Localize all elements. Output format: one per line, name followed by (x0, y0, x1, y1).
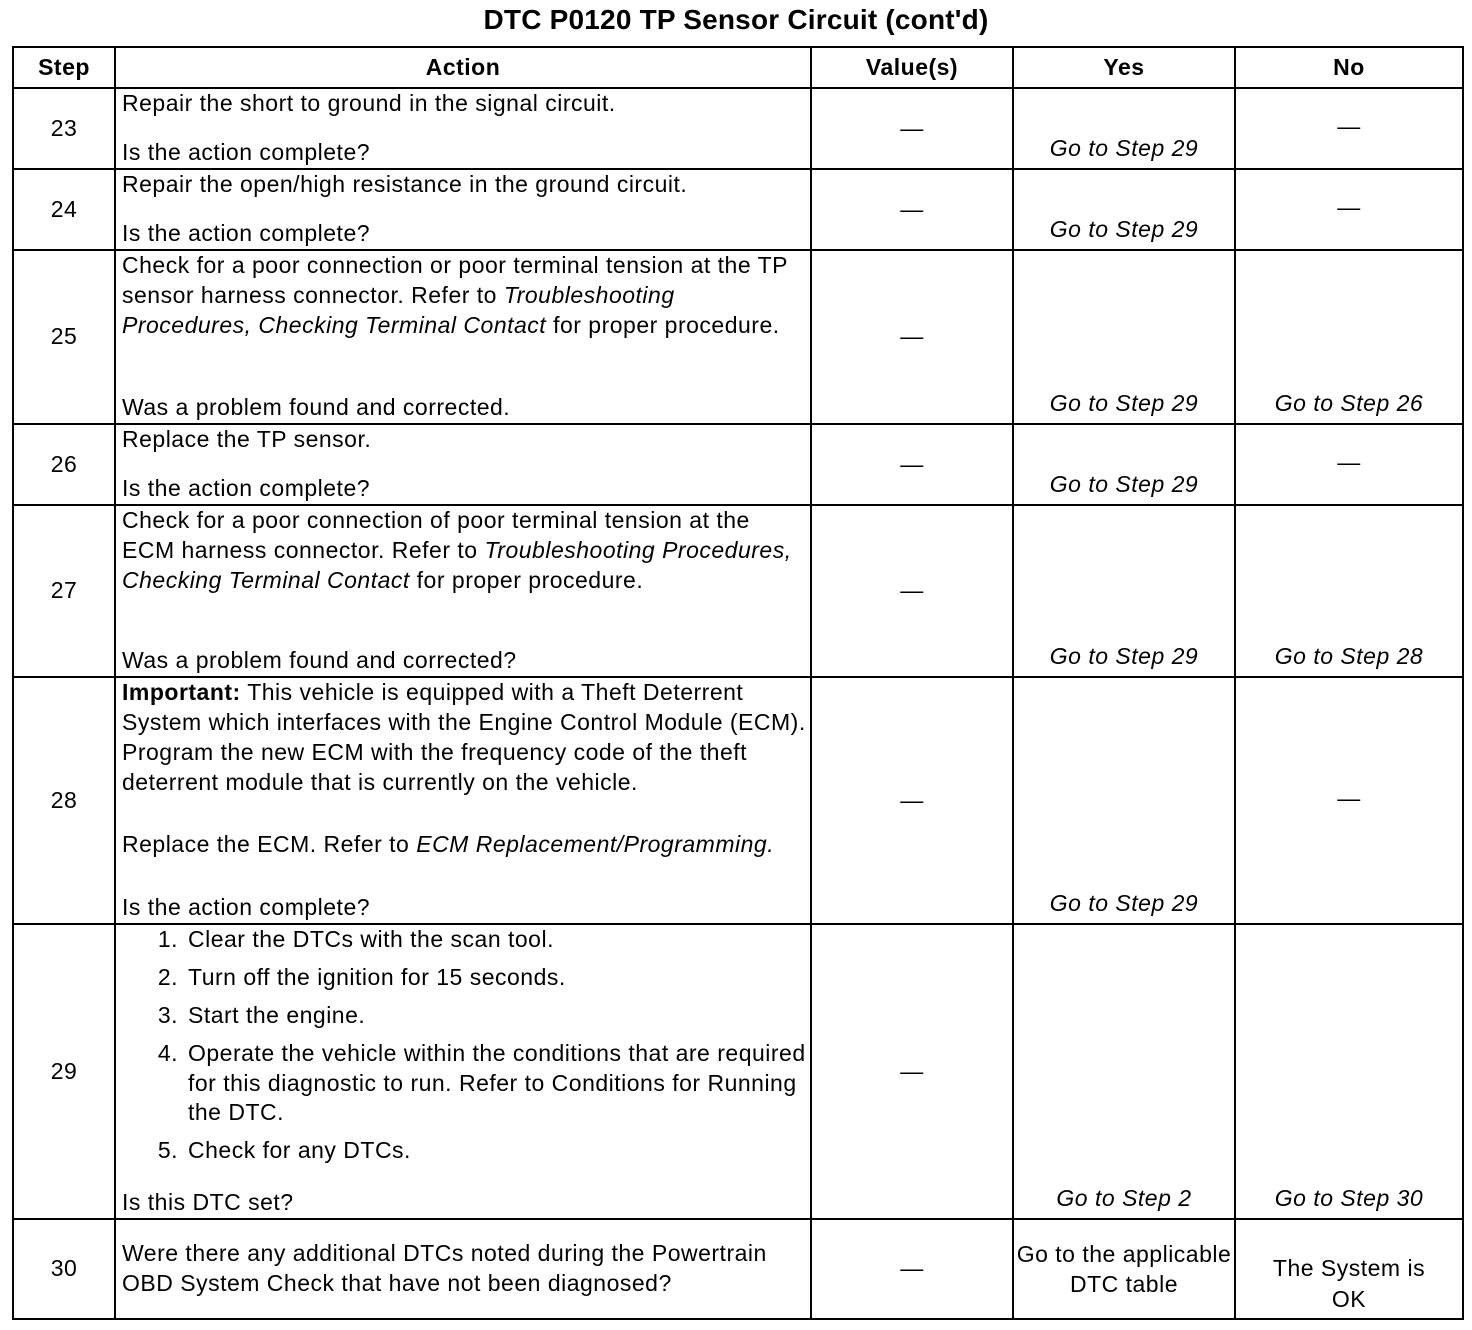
header-yes: Yes (1013, 47, 1235, 88)
action-text (122, 251, 806, 341)
header-action: Action (115, 47, 811, 88)
table-row (13, 169, 1463, 250)
reference-link-text: ECM Replacement/Programming. (416, 831, 775, 858)
action-text-part: Check for a poor connection of poor terminal tension at the ECM harness connector. Refer to (122, 507, 750, 563)
yes-cell: Go to Step 29 (1013, 88, 1235, 169)
no-cell: — (1235, 677, 1463, 924)
no-cell: — (1235, 424, 1463, 505)
list-text: Clear the DTCs with the scan tool. (188, 926, 554, 952)
action-text-part: Replace the ECM. Refer to (122, 831, 410, 858)
table-row (13, 88, 1463, 169)
list-text: Turn off the ignition for 15 seconds. (188, 963, 566, 990)
step-number: 28 (13, 677, 115, 924)
value-cell: — (811, 924, 1013, 1219)
action-question: Was a problem found and corrected. (122, 394, 511, 421)
list-item (150, 1001, 806, 1031)
value-cell: — (811, 677, 1013, 924)
list-item (150, 1039, 806, 1129)
action-text (122, 506, 806, 596)
list-text: Start the engine. (188, 1001, 366, 1028)
list-item (150, 925, 806, 955)
yes-cell: Go to Step 2 (1013, 924, 1235, 1219)
action-cell (115, 505, 811, 677)
diagnostic-table (12, 46, 1464, 1320)
action-question: Is the action complete? (122, 475, 371, 502)
list-text: Check for any DTCs. (188, 1137, 411, 1164)
value-cell: — (811, 505, 1013, 677)
action-cell (115, 250, 811, 424)
step-number: 29 (13, 924, 115, 1219)
action-text-part: for proper procedure. (416, 566, 644, 593)
list-number: 3. (157, 1001, 178, 1028)
table-row (13, 505, 1463, 677)
header-step: Step (13, 47, 115, 88)
no-cell: — (1235, 169, 1463, 250)
yes-cell: Go to the applicable DTC table (1013, 1219, 1235, 1319)
yes-cell: Go to Step 29 (1013, 169, 1235, 250)
page-title: DTC P0120 TP Sensor Circuit (cont'd) (483, 4, 989, 35)
important-label: Important: (122, 679, 241, 705)
step-number: 30 (13, 1219, 115, 1319)
action-cell (115, 1219, 811, 1319)
list-number: 4. (157, 1039, 178, 1066)
table-row (13, 1219, 1463, 1319)
table-row (13, 677, 1463, 924)
step-number: 26 (13, 424, 115, 505)
value-cell: — (811, 169, 1013, 250)
action-question: Was a problem found and corrected? (122, 647, 517, 674)
step-number: 25 (13, 250, 115, 424)
action-question: Is the action complete? (122, 894, 371, 921)
no-cell: Go to Step 26 (1235, 250, 1463, 424)
no-cell: Go to Step 28 (1235, 505, 1463, 677)
list-item (150, 1136, 806, 1166)
important-note (122, 678, 806, 798)
action-question: Is the action complete? (122, 220, 371, 247)
header-values: Value(s) (811, 47, 1013, 88)
list-item (150, 963, 806, 993)
list-text: Operate the vehicle within the conditions that are required for this diagnostic to run. Refer to Conditions for Running the DTC. (188, 1039, 806, 1126)
action-text-part: for proper procedure. (553, 311, 780, 338)
action-cell (115, 424, 811, 505)
list-number: 1. (157, 926, 178, 952)
action-cell (115, 88, 811, 169)
action-cell (115, 924, 811, 1219)
yes-cell: Go to Step 29 (1013, 424, 1235, 505)
action-text (122, 830, 806, 860)
action-question: Is the action complete? (122, 139, 371, 166)
table-row (13, 424, 1463, 505)
action-question: Is this DTC set? (122, 1189, 294, 1216)
list-number: 2. (157, 963, 178, 990)
no-cell: The System is OK (1235, 1219, 1463, 1319)
value-cell: — (811, 88, 1013, 169)
reference-link-text: Troubleshooting Procedures, Checking Terminal Contact (122, 281, 675, 338)
table-row (13, 250, 1463, 424)
value-cell: — (811, 1219, 1013, 1319)
action-text: Repair the short to ground in the signal circuit. (122, 90, 616, 116)
no-cell: Go to Step 30 (1235, 924, 1463, 1219)
yes-cell: Go to Step 29 (1013, 677, 1235, 924)
no-cell: — (1235, 88, 1463, 169)
step-number: 23 (13, 88, 115, 169)
header-no: No (1235, 47, 1463, 88)
action-question: Were there any additional DTCs noted during the Powertrain OBD System Check that have not been diagnosed? (122, 1240, 767, 1296)
yes-cell: Go to Step 29 (1013, 505, 1235, 677)
yes-cell: Go to Step 29 (1013, 250, 1235, 424)
value-cell: — (811, 424, 1013, 505)
table-row (13, 924, 1463, 1219)
action-text: Repair the open/high resistance in the ground circuit. (122, 171, 688, 197)
important-text: This vehicle is equipped with a Theft Deterrent System which interfaces with the Engine Control Module (ECM). Program the new ECM with the frequency code of the theft deterrent module that is currently on the vehicle. (122, 679, 806, 795)
action-text-part: Check for a poor connection or poor terminal tension at the TP sensor harness connector. Refer to (122, 252, 788, 308)
step-number: 27 (13, 505, 115, 677)
action-cell (115, 677, 811, 924)
header-row (13, 47, 1463, 88)
step-number: 24 (13, 169, 115, 250)
list-number: 5. (157, 1137, 178, 1164)
reference-link-text: Troubleshooting Procedures, Checking Terminal Contact (122, 536, 792, 593)
action-cell (115, 169, 811, 250)
procedure-list (122, 925, 806, 1174)
value-cell: — (811, 250, 1013, 424)
action-text: Replace the TP sensor. (122, 426, 372, 452)
